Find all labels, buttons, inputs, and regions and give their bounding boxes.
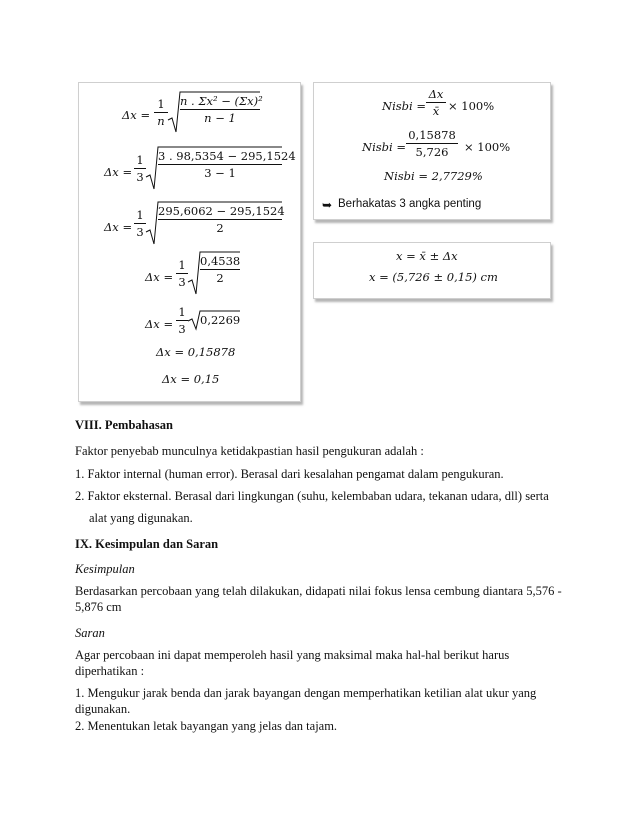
kesimpulan-title: Kesimpulan	[75, 562, 135, 576]
eq4-coef-num: 1	[178, 258, 186, 272]
nisbi-eq1-rhs: × 100%	[448, 99, 495, 113]
section9-heading: IX. Kesimpulan dan Saran	[75, 537, 219, 551]
nisbi-eq1-den: x̄	[432, 104, 440, 118]
eq1-coef-den: n	[157, 114, 165, 128]
eq3-sqrt	[146, 200, 285, 246]
nisbi-eq2-den: 5,726	[415, 145, 449, 159]
eq4-sqrt	[188, 250, 240, 296]
eq2-coef-den: 3	[136, 170, 144, 184]
eq2-coef	[134, 153, 146, 184]
eq3-lhs: Δx =	[104, 220, 133, 234]
nisbi-eq3: Nisbi = 2,7729%	[384, 169, 483, 183]
eq3-coef-den: 3	[136, 225, 144, 239]
nisbi-eq2-num: 0,15878	[408, 128, 456, 142]
nisbi-eq2-frac	[406, 128, 458, 159]
saran-item2: 2. Menentukan letak bayangan yang jelas dan tajam.	[75, 719, 338, 733]
eq1-rad-den: n − 1	[204, 111, 236, 125]
arrow-icon: ➥	[322, 198, 333, 212]
eq5-sqrt	[188, 309, 240, 331]
saran-item1-line2: digunakan.	[75, 702, 131, 716]
eq5-coef	[176, 305, 188, 336]
eq5-rad: 0,2269	[200, 313, 241, 327]
eq1-lhs: Δx =	[122, 108, 151, 122]
section8-heading: VIII. Pembahasan	[75, 418, 173, 432]
eq1-rad-num: n . Σx² − (Σx)²	[180, 94, 263, 108]
saran-item1-line1: 1. Mengukur jarak benda dan jarak bayangan dengan memperhatikan ketilian alat ukur yang	[75, 686, 537, 700]
saran-line2: diperhatikan :	[75, 664, 145, 678]
eq4-coef	[176, 258, 188, 289]
eq5-coef-num: 1	[178, 305, 186, 319]
result-formula: x = x̄ ± Δx	[396, 249, 458, 263]
significant-figures-note: Berhakatas 3 angka penting	[338, 198, 482, 210]
eq3-coef-num: 1	[136, 208, 144, 222]
eq4-lhs: Δx =	[145, 270, 174, 284]
saran-title: Saran	[75, 626, 105, 640]
eq4-rad-num: 0,4538	[200, 254, 241, 268]
nisbi-eq1-num: Δx	[428, 87, 444, 101]
section8-item2-line2: alat yang digunakan.	[89, 511, 193, 525]
eq2-rad-num: 3 . 98,5354 − 295,1524	[158, 149, 296, 163]
kesimpulan-line2: 5,876 cm	[75, 600, 122, 614]
eq2-coef-num: 1	[136, 153, 144, 167]
eq2-rad-den: 3 − 1	[204, 166, 236, 180]
eq3-rad-num: 295,6062 − 295,1524	[158, 204, 285, 218]
eq3-coef	[134, 208, 146, 239]
eq1-coef-num: 1	[157, 97, 165, 111]
kesimpulan-line1: Berdasarkan percobaan yang telah dilakukan, didapati nilai fokus lensa cembung diantara 5,576 -	[75, 584, 562, 598]
eq3-rad-den: 2	[216, 221, 224, 235]
eq1-coef	[154, 97, 168, 128]
eq5-coef-den: 3	[178, 322, 186, 336]
eq7: Δx = 0,15	[162, 372, 220, 386]
section8-intro: Faktor penyebab munculnya ketidakpastian hasil pengukuran adalah :	[75, 444, 424, 458]
eq4-coef-den: 3	[178, 275, 186, 289]
nisbi-eq2-lhs: Nisbi =	[362, 140, 406, 154]
saran-line1: Agar percobaan ini dapat memperoleh hasil yang maksimal maka hal-hal berikut harus	[75, 648, 510, 662]
section8-item2-line1: 2. Faktor eksternal. Berasal dari lingkungan (suhu, kelembaban udara, tekanan udara, dll) serta	[75, 489, 549, 503]
eq4-rad-den: 2	[216, 271, 224, 285]
section8-item1: 1. Faktor internal (human error). Berasal dari kesalahan pengamat dalam pengukuran.	[75, 467, 504, 481]
eq1-sqrt	[168, 90, 263, 134]
eq5-lhs: Δx =	[145, 317, 174, 331]
nisbi-eq1-frac	[426, 87, 446, 118]
eq2-sqrt	[146, 145, 296, 191]
result-value: x = (5,726 ± 0,15) cm	[369, 270, 498, 284]
eq2-lhs: Δx =	[104, 165, 133, 179]
nisbi-eq2-rhs: × 100%	[464, 140, 511, 154]
eq6: Δx = 0,15878	[156, 345, 236, 359]
nisbi-eq1-lhs: Nisbi =	[382, 99, 426, 113]
